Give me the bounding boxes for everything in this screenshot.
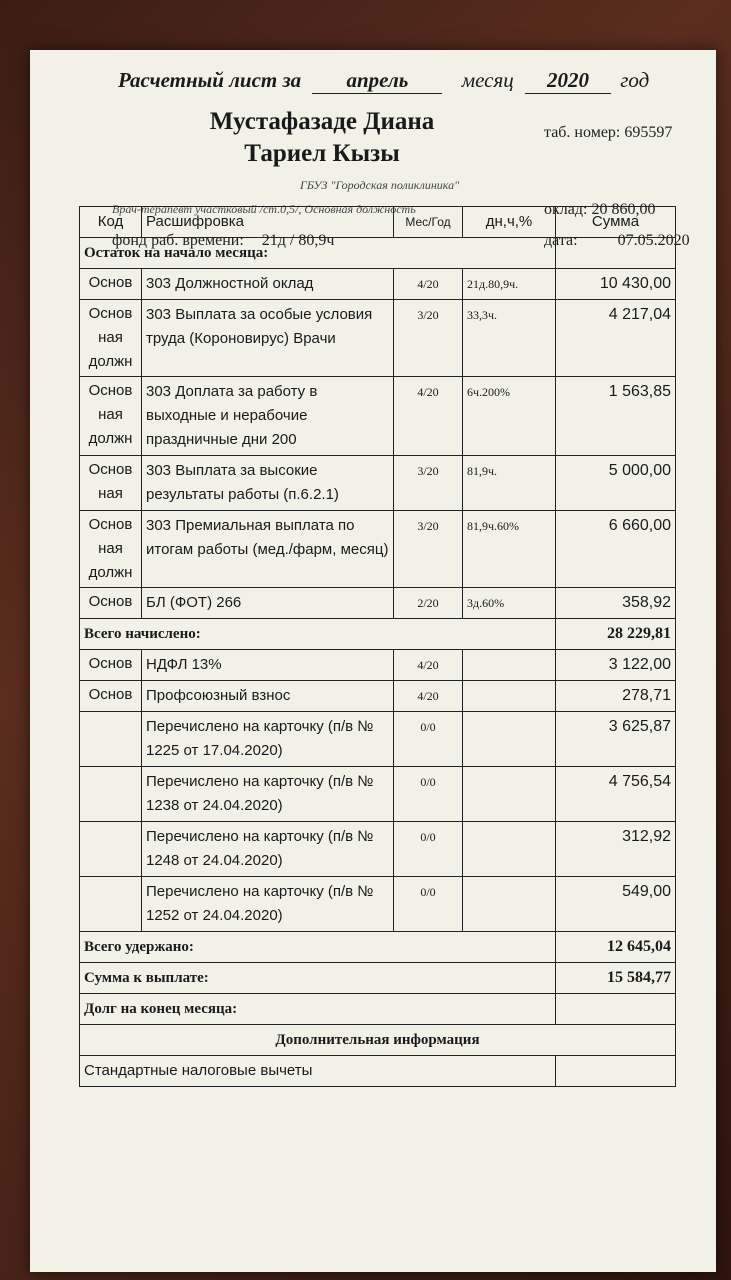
opening-balance-sum [556, 238, 676, 269]
row-days [463, 877, 556, 932]
row-period: 4/20 [394, 681, 463, 712]
row-description: Перечислено на карточку (п/в № 1238 от 24.04.2020) [142, 767, 394, 822]
row-days: 81,9ч. [463, 456, 556, 511]
row-days: 3д.60% [463, 588, 556, 619]
row-sum: 312,92 [556, 822, 676, 877]
row-description: 303 Должностной оклад [142, 269, 394, 300]
table-row [80, 712, 676, 767]
total-withheld-label: Всего удержано: [80, 932, 556, 963]
row-days [463, 650, 556, 681]
col-days: дн,ч,% [463, 207, 556, 238]
opening-balance-label: Остаток на начало месяца: [80, 238, 556, 269]
row-description: 303 Выплата за особые условия труда (Короновирус) Врачи [142, 300, 394, 377]
month-word: месяц [461, 68, 514, 92]
row-code: Основ [80, 269, 142, 300]
row-code: Основ ная должн [80, 511, 142, 588]
row-period: 3/20 [394, 456, 463, 511]
tax-deductions-sum [556, 1056, 676, 1087]
amount-to-pay [80, 963, 676, 994]
organization: ГБУЗ "Городская поликлиника" [300, 178, 460, 192]
row-days: 6ч.200% [463, 377, 556, 456]
table-row [80, 511, 676, 588]
total-accrued [80, 619, 676, 650]
payslip-table [79, 206, 676, 1087]
row-days: 81,9ч.60% [463, 511, 556, 588]
row-code: Основ [80, 588, 142, 619]
row-sum: 549,00 [556, 877, 676, 932]
fund-label: фонд раб. времени: [112, 232, 244, 249]
row-period: 0/0 [394, 712, 463, 767]
year-word: год [620, 68, 650, 92]
employee-name-line2: Тариел Кызы [244, 140, 400, 167]
row-period: 3/20 [394, 300, 463, 377]
row-sum: 4 217,04 [556, 300, 676, 377]
row-sum: 3 122,00 [556, 650, 676, 681]
month-value: апрель [312, 68, 442, 94]
row-sum: 10 430,00 [556, 269, 676, 300]
row-description: 303 Выплата за высокие результаты работы (п.6.2.1) [142, 456, 394, 511]
row-period: 0/0 [394, 767, 463, 822]
row-description: Перечислено на карточку (п/в № 1252 от 24.04.2020) [142, 877, 394, 932]
table-row [80, 300, 676, 377]
row-sum: 3 625,87 [556, 712, 676, 767]
row-code [80, 712, 142, 767]
table-row [80, 877, 676, 932]
table-row [80, 588, 676, 619]
row-description: НДФЛ 13% [142, 650, 394, 681]
total-accrued-label: Всего начислено: [80, 619, 556, 650]
col-code: Код [80, 207, 142, 238]
end-month-debt-sum [556, 994, 676, 1025]
col-description: Расшифровка [142, 207, 394, 238]
row-code: Основ [80, 650, 142, 681]
end-month-debt-label: Долг на конец месяца: [80, 994, 556, 1025]
table-row [80, 681, 676, 712]
row-days: 21д.80,9ч. [463, 269, 556, 300]
total-withheld [80, 932, 676, 963]
amount-to-pay-sum: 15 584,77 [556, 963, 676, 994]
table-row [80, 767, 676, 822]
col-sum: Сумма [556, 207, 676, 238]
extra-info-row [80, 1025, 676, 1056]
row-code: Основ [80, 681, 142, 712]
row-code [80, 767, 142, 822]
col-period: Мес/Год [394, 207, 463, 238]
row-code: Основ ная [80, 456, 142, 511]
tax-deductions-row [80, 1056, 676, 1087]
row-code [80, 822, 142, 877]
row-period: 4/20 [394, 377, 463, 456]
fund-value: 21д / 80,9ч [261, 232, 335, 249]
salary: оклад: 20 860,00 [544, 201, 656, 218]
employee-name-line1: Мустафазаде Диана [209, 108, 435, 135]
amount-to-pay-label: Сумма к выплате: [80, 963, 556, 994]
table-row [80, 269, 676, 300]
row-days [463, 822, 556, 877]
row-code: Основ ная должн [80, 300, 142, 377]
row-sum: 278,71 [556, 681, 676, 712]
row-description: Перечислено на карточку (п/в № 1248 от 24.04.2020) [142, 822, 394, 877]
row-period: 2/20 [394, 588, 463, 619]
row-description: БЛ (ФОТ) 266 [142, 588, 394, 619]
row-period: 0/0 [394, 877, 463, 932]
payslip-title [118, 68, 649, 94]
table-row [80, 650, 676, 681]
row-days: 33,3ч. [463, 300, 556, 377]
table-row [80, 377, 676, 456]
total-accrued-sum: 28 229,81 [556, 619, 676, 650]
row-sum: 1 563,85 [556, 377, 676, 456]
row-code [80, 877, 142, 932]
date-label: дата: [544, 232, 578, 249]
row-period: 0/0 [394, 822, 463, 877]
row-period: 3/20 [394, 511, 463, 588]
row-sum: 4 756,54 [556, 767, 676, 822]
row-period: 4/20 [394, 650, 463, 681]
row-code: Основ ная должн [80, 377, 142, 456]
opening-balance-row [80, 238, 676, 269]
position: Врач-терапевт участковый /ст.0,5/, Основная должность [112, 202, 416, 216]
row-days [463, 712, 556, 767]
row-days [463, 767, 556, 822]
table-header-row [80, 207, 676, 238]
row-period: 4/20 [394, 269, 463, 300]
tax-deductions-label: Стандартные налоговые вычеты [80, 1056, 556, 1087]
row-sum: 358,92 [556, 588, 676, 619]
title-prefix: Расчетный лист за [118, 68, 302, 92]
row-sum: 6 660,00 [556, 511, 676, 588]
year-value: 2020 [525, 68, 611, 94]
tab-number: таб. номер: 695597 [544, 124, 673, 141]
row-description: 303 Премиальная выплата по итогам работы (мед./фарм, месяц) [142, 511, 394, 588]
extra-info-label: Дополнительная информация [80, 1025, 676, 1056]
table-row [80, 822, 676, 877]
end-month-debt [80, 994, 676, 1025]
row-sum: 5 000,00 [556, 456, 676, 511]
row-description: Профсоюзный взнос [142, 681, 394, 712]
row-description: Перечислено на карточку (п/в № 1225 от 17.04.2020) [142, 712, 394, 767]
row-description: 303 Доплата за работу в выходные и нерабочие праздничные дни 200 [142, 377, 394, 456]
table-row [80, 456, 676, 511]
date-value: 07.05.2020 [617, 232, 690, 249]
total-withheld-sum: 12 645,04 [556, 932, 676, 963]
row-days [463, 681, 556, 712]
